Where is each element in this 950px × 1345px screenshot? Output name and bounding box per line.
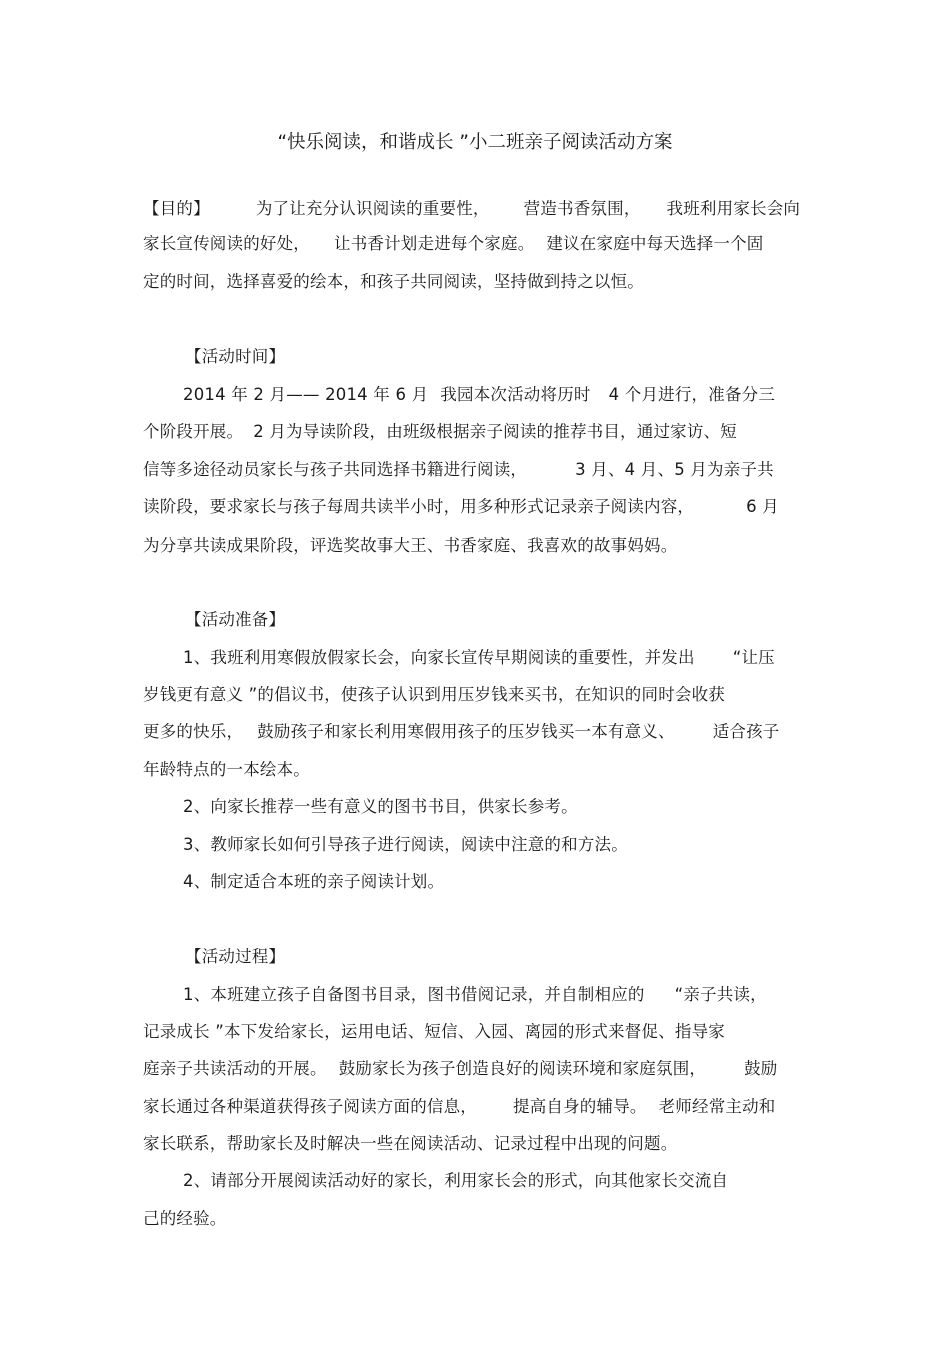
text-line xyxy=(143,721,780,743)
text-segment: 1、我班利用寒假放假家长会，向家长宣传早期阅读的重要性，并发出 xyxy=(183,648,695,667)
text-segment: 读阶段，要求家长与孩子每周共读半小时，用多种形式记录亲子阅读内容， xyxy=(143,497,695,516)
text-segment: 信等多途径动员家长与孩子共同选择书籍进行阅读， xyxy=(143,460,528,479)
text-segment: 建议在家庭中每天选择一个固 xyxy=(546,234,764,253)
text-segment: 年龄特点的一本绘本。 xyxy=(143,760,310,779)
text-line xyxy=(143,1021,725,1043)
text-line xyxy=(183,796,578,818)
text-segment: “亲子共读， xyxy=(674,985,767,1004)
document-title: “快乐阅读，和谐成长 ”小二班亲子阅读活动方案 xyxy=(277,132,673,153)
text-segment: 个阶段开展。 xyxy=(143,422,244,441)
text-segment: 【活动准备】 xyxy=(185,610,286,629)
text-line xyxy=(143,1058,778,1080)
text-line xyxy=(143,198,800,220)
text-line xyxy=(143,271,644,293)
text-segment: 2、向家长推荐一些有意义的图书书目，供家长参考。 xyxy=(183,797,578,816)
text-segment: 4、制定适合本班的亲子阅读计划。 xyxy=(183,872,445,891)
text-line xyxy=(183,1170,728,1192)
text-segment: 鼓励家长为孩子创造良好的阅读环境和家庭氛围， xyxy=(338,1059,707,1078)
text-segment: 老师经常主动和 xyxy=(658,1097,776,1116)
text-segment: 4 个月进行，准备分三 xyxy=(608,385,776,404)
text-segment: 【目的】 xyxy=(143,199,210,218)
text-segment: 营造书香氛围， xyxy=(523,199,641,218)
text-segment: “让压 xyxy=(732,648,775,667)
text-segment: 家长联系，帮助家长及时解决一些在阅读活动、记录过程中出现的问题。 xyxy=(143,1134,678,1153)
text-line xyxy=(183,384,775,406)
text-segment: 记录成长 ”本下发给家长，运用电话、短信、入园、离园的形式来督促、指导家 xyxy=(143,1022,725,1041)
text-line xyxy=(143,496,779,518)
text-segment: 定的时间，选择喜爱的绘本，和孩子共同阅读，坚持做到持之以恒。 xyxy=(143,272,644,291)
text-line xyxy=(143,421,737,443)
text-line xyxy=(143,1133,677,1155)
text-line xyxy=(143,459,774,481)
text-line xyxy=(183,834,628,856)
text-segment: 岁钱更有意义 ”的倡议书，使孩子认识到用压岁钱来买书，在知识的同时会收获 xyxy=(143,685,725,704)
text-segment: 己的经验。 xyxy=(143,1209,227,1228)
text-segment: 【活动过程】 xyxy=(185,947,286,966)
text-segment: 2 月为导读阶段，由班级根据亲子阅读的推荐书目，通过家访、短 xyxy=(253,422,737,441)
text-segment: 我班利用家长会向 xyxy=(666,199,801,218)
text-segment: 2014 年 2 月—— 2014 年 6 月 xyxy=(183,385,429,404)
text-line xyxy=(143,1208,227,1230)
text-segment: 为分享共读成果阶段，评选奖故事大王、书香家庭、我喜欢的故事妈妈。 xyxy=(143,536,678,555)
text-segment: 家长通过各种渠道获得孩子阅读方面的信息， xyxy=(143,1097,477,1116)
text-segment: 庭亲子共读活动的开展。 xyxy=(143,1059,327,1078)
text-segment: 3、教师家长如何引导孩子进行阅读，阅读中注意的和方法。 xyxy=(183,835,628,854)
text-segment: 1、本班建立孩子自备图书目录，图书借阅记录，并自制相应的 xyxy=(183,985,645,1004)
text-line xyxy=(143,233,764,255)
text-segment: 【活动时间】 xyxy=(185,347,286,366)
text-line xyxy=(185,946,285,968)
text-segment: 为了让充分认识阅读的重要性， xyxy=(255,199,490,218)
text-line xyxy=(143,759,310,781)
text-line xyxy=(143,535,677,557)
text-segment: 更多的快乐， xyxy=(143,722,244,741)
text-segment: 鼓励 xyxy=(744,1059,778,1078)
text-segment: 适合孩子 xyxy=(712,722,780,741)
text-segment: 家长宣传阅读的好处， xyxy=(143,234,310,253)
text-segment: 6 月 xyxy=(746,497,779,516)
text-line xyxy=(185,346,285,368)
text-line xyxy=(143,1096,776,1118)
text-line xyxy=(183,647,775,669)
text-line xyxy=(183,871,444,893)
text-line xyxy=(183,984,767,1006)
text-line xyxy=(185,609,285,631)
text-segment: 提高自身的辅导。 xyxy=(513,1097,647,1116)
text-segment: 我园本次活动将历时 xyxy=(440,385,591,404)
text-segment: 2、请部分开展阅读活动好的家长，利用家长会的形式，向其他家长交流自 xyxy=(183,1171,729,1190)
text-line xyxy=(143,684,725,706)
text-segment: 鼓励孩子和家长利用寒假用孩子的压岁钱买一本有意义、 xyxy=(257,722,675,741)
text-segment: 让书香计划走进每个家庭。 xyxy=(334,234,535,253)
text-segment: 3 月、4 月、5 月为亲子共 xyxy=(575,460,774,479)
